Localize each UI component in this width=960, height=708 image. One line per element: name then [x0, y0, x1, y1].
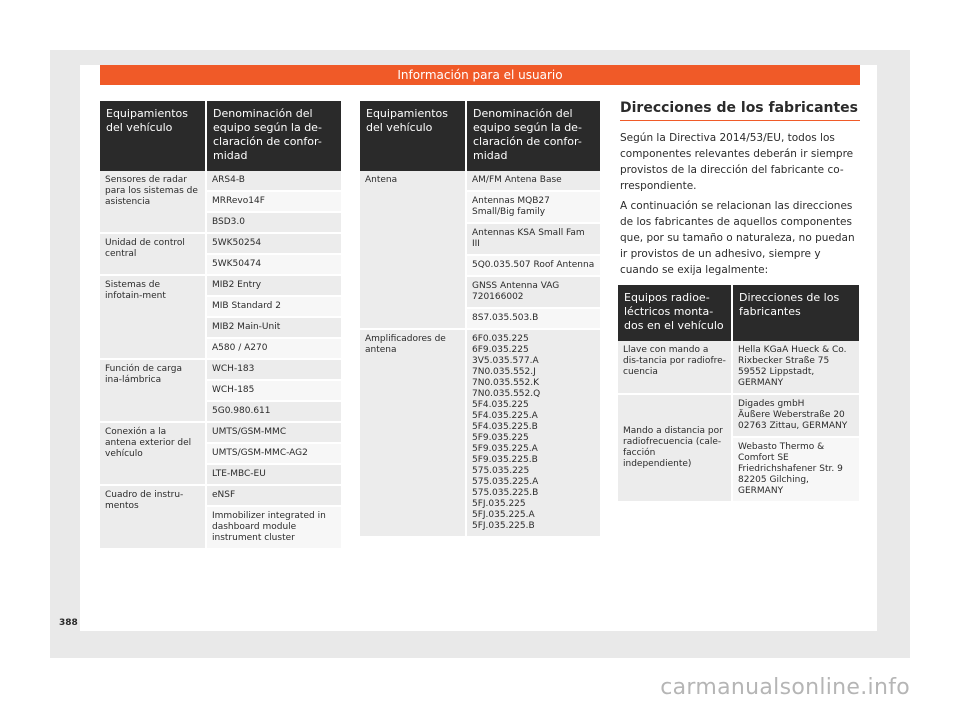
designation-value: LTE-MBC-EU — [206, 464, 341, 485]
designation-value: 5WK50254 — [206, 233, 341, 254]
equipment-label: Unidad de control central — [100, 233, 206, 275]
column-header-radio-equipment: Equipos radioe- léctricos monta- dos en el vehículo — [618, 285, 732, 341]
page-number: 388 — [59, 618, 78, 628]
designation-value: UMTS/GSM-MMC — [206, 422, 341, 443]
column-header-designation: Denominación del equipo según la de- claración de confor- midad — [466, 101, 600, 171]
designation-value: Antennas KSA Small Fam III — [466, 223, 600, 255]
equipment-table-2 — [360, 101, 600, 538]
designation-value: BSD3.0 — [206, 212, 341, 233]
table-row — [100, 275, 341, 296]
equipment-label: Función de carga ina-lámbrica — [100, 359, 206, 422]
table-row — [100, 233, 341, 254]
table-row — [100, 359, 341, 380]
designation-value: Digades gmbH Äußere Weberstraße 20 02763 Zittau, GERMANY — [732, 394, 859, 437]
section-paragraph-1: Según la Directiva 2014/53/EU, todos los componentes relevantes deberán ir siempre provistos de la dirección del fabricante co-rrespondiente. — [620, 132, 854, 192]
equipment-label: Cuadro de instru-mentos — [100, 485, 206, 549]
equipment-label: Antena — [360, 171, 466, 329]
equipment-label: Conexión a la antena exterior del vehículo — [100, 422, 206, 485]
table-row — [618, 394, 859, 437]
page-header: Información para el usuario — [100, 65, 860, 85]
designation-value: 6F0.035.225 6F9.035.225 3V5.035.577.A 7N0.035.552.J 7N0.035.552.K 7N0.035.552.Q 5F4.035.225 5F4.035.225.A 5F4.035.225.B 5F9.035.225 5F9.035.225.A 5F9.035.225.B 575.035.225 575.035.225.A 575.035.225.B 5FJ.035.225 5FJ.035.225.A 5FJ.035.225.B — [466, 329, 600, 537]
designation-value: 5G0.980.611 — [206, 401, 341, 422]
designation-value: AM/FM Antena Base — [466, 171, 600, 191]
designation-value: Antennas MQB27 Small/Big family — [466, 191, 600, 223]
designation-value: MIB Standard 2 — [206, 296, 341, 317]
designation-value: MIB2 Entry — [206, 275, 341, 296]
table-row — [360, 329, 600, 537]
column-header-equipment: Equipamientos del vehículo — [360, 101, 466, 171]
column-header-manufacturer-address: Direcciones de los fabricantes — [732, 285, 859, 341]
designation-value: UMTS/GSM-MMC-AG2 — [206, 443, 341, 464]
equipment-label: Llave con mando a dis-tancia por radiofre-cuencia — [618, 341, 732, 394]
designation-value: WCH-185 — [206, 380, 341, 401]
table-row — [100, 171, 341, 191]
designation-value: WCH-183 — [206, 359, 341, 380]
designation-value: GNSS Antenna VAG 720166002 — [466, 276, 600, 308]
designation-value: 5Q0.035.507 Roof Antenna — [466, 255, 600, 276]
table-row — [618, 341, 859, 394]
designation-value: A580 / A270 — [206, 338, 341, 359]
equipment-label: Sistemas de infotain-ment — [100, 275, 206, 359]
designation-value: eNSF — [206, 485, 341, 506]
designation-value: ARS4-B — [206, 171, 341, 191]
equipment-label: Mando a distancia por radiofrecuencia (cale-facción independiente) — [618, 394, 732, 502]
designation-value: MIB2 Main-Unit — [206, 317, 341, 338]
column-header-designation: Denominación del equipo según la de- claración de confor- midad — [206, 101, 341, 171]
designation-value: 5WK50474 — [206, 254, 341, 275]
table-row — [360, 171, 600, 191]
equipment-label: Sensores de radar para los sistemas de asistencia — [100, 171, 206, 233]
table-row — [100, 485, 341, 506]
designation-value: MRRevo14F — [206, 191, 341, 212]
manufacturer-table — [618, 285, 859, 503]
column-header-equipment: Equipamientos del vehículo — [100, 101, 206, 171]
section-title: Direcciones de los fabricantes — [620, 100, 860, 121]
equipment-label: Amplificadores de antena — [360, 329, 466, 537]
watermark: carmanualsonline.info — [660, 675, 910, 700]
designation-value: 8S7.035.503.B — [466, 308, 600, 329]
designation-value: Immobilizer integrated in dashboard module instrument cluster — [206, 506, 341, 549]
section-paragraph-2: A continuación se relacionan las direcciones de los fabricantes de aquellos componentes que, por su tamaño o naturaleza, no puedan ir provistos de un adhesivo, siempre y cuando se exija legalmente: — [620, 200, 855, 276]
table-row — [100, 422, 341, 443]
equipment-table-1 — [100, 101, 341, 550]
designation-value: Hella KGaA Hueck & Co. Rixbecker Straße 75 59552 Lippstadt, GERMANY — [732, 341, 859, 394]
designation-value: Webasto Thermo & Comfort SE Friedrichshafener Str. 9 82205 Gilching, GERMANY — [732, 437, 859, 502]
